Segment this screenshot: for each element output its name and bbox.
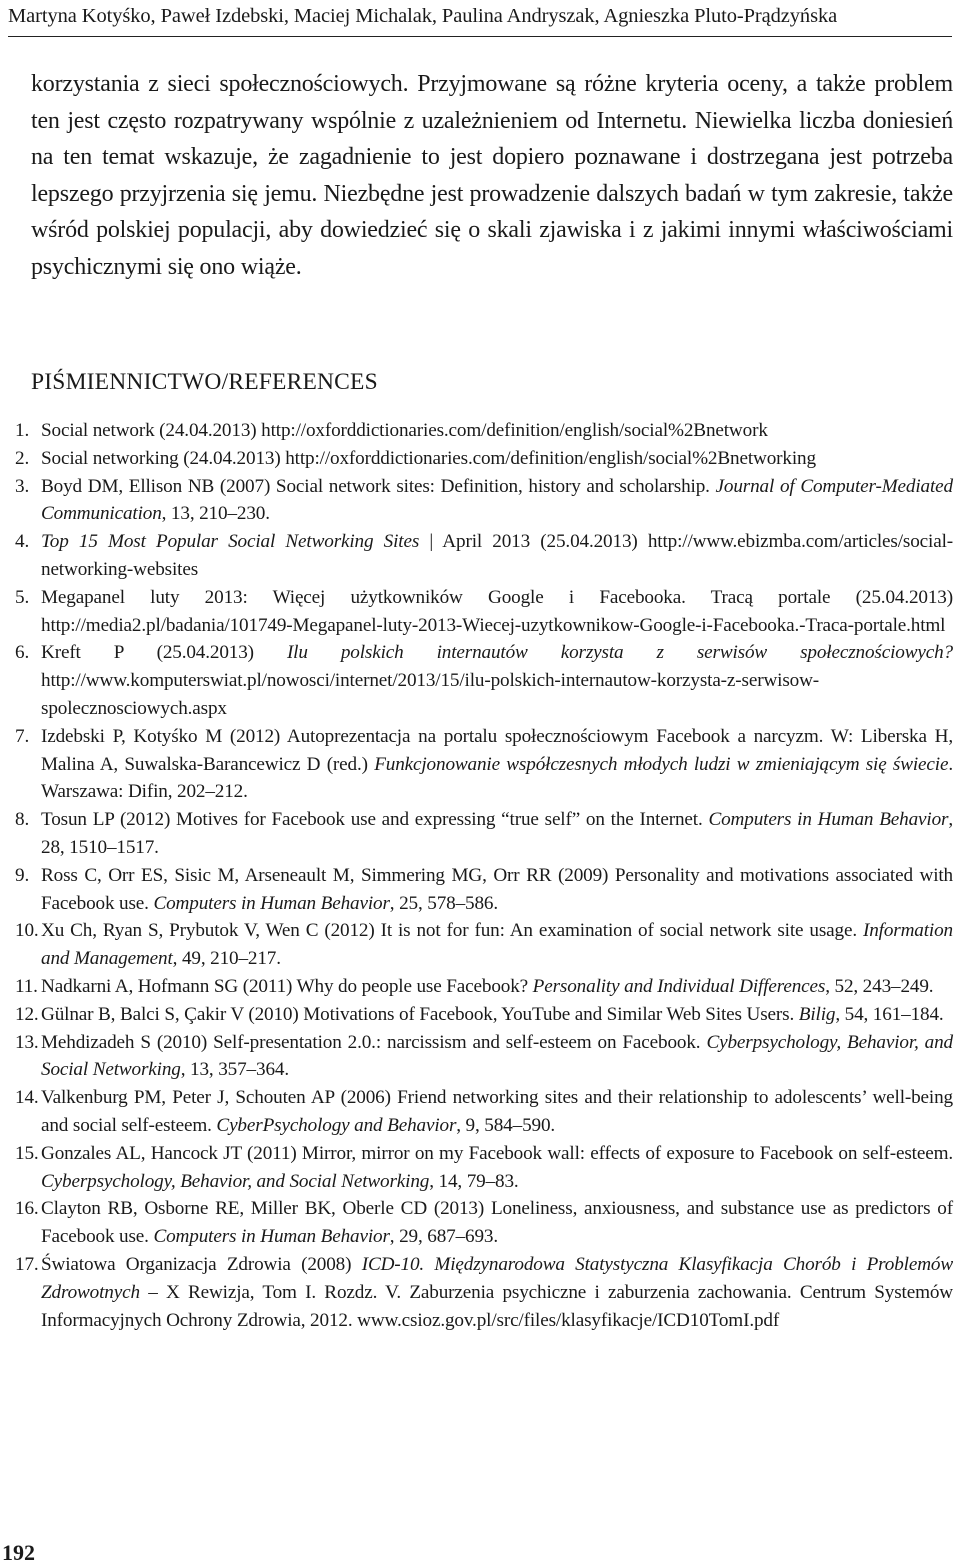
reference-text	[41, 1084, 953, 1140]
reference-text-segment: Megapanel luty 2013: Więcej użytkowników Google i Facebooka. Tracą portale (25.04.2013) http://media2.pl/badania/101749-Megapanel-luty-2013-Wiecej-uzytkownikow-Google-i-Facebooka.-Traca-portale.html	[41, 586, 953, 636]
header-rule	[8, 36, 952, 37]
reference-text-segment: Social network (24.04.2013) http://oxforddictionaries.com/definition/english/social%2Bnetwork	[41, 420, 768, 441]
reference-text-segment: Nadkarni A, Hofmann SG (2011) Why do people use Facebook?	[41, 975, 533, 997]
reference-item	[15, 445, 953, 473]
reference-title-italic: Journal of Computer-Mediated Communication	[41, 475, 953, 525]
reference-item	[15, 528, 953, 584]
reference-text	[41, 417, 953, 445]
reference-text	[41, 1140, 953, 1196]
reference-title-italic: Top 15 Most Popular Social Networking Sites	[41, 531, 420, 553]
reference-item	[15, 584, 953, 640]
reference-title-italic: Computers in Human Behavior	[708, 809, 949, 831]
reference-text-segment: , 14, 79–83.	[429, 1170, 519, 1192]
reference-text-segment: , 52, 243–249.	[825, 975, 934, 997]
reference-text-segment: , 25, 578–586.	[389, 892, 499, 914]
reference-text	[41, 1001, 953, 1029]
reference-number: 3.	[15, 475, 30, 497]
reference-item	[15, 1251, 953, 1334]
reference-text	[41, 1195, 953, 1251]
page-number: 192	[2, 1540, 35, 1565]
reference-item	[15, 1001, 953, 1029]
reference-item	[15, 723, 953, 806]
reference-text-segment: , 9, 584–590.	[456, 1114, 556, 1136]
reference-item	[15, 473, 953, 529]
reference-number: 1.	[15, 420, 30, 441]
reference-title-italic: Bilig	[798, 1003, 836, 1025]
reference-item	[15, 1140, 953, 1196]
reference-title-italic: Information and Management	[41, 920, 953, 970]
reference-text-segment: http://www.komputerswiat.pl/nowosci/internet/2013/15/ilu-polskich-internautow-korzysta-z-serwisow-spolecznosciowych.aspx	[41, 670, 820, 719]
reference-text-segment: Xu Ch, Ryan S, Prybutok V, Wen C (2012) It is not for fun: An examination of social network site usage.	[41, 920, 863, 942]
reference-number: 8.	[15, 809, 30, 831]
reference-item	[15, 806, 953, 862]
reference-title-italic: CyberPsychology and Behavior	[216, 1114, 457, 1136]
reference-text-segment: – X Rewizja, Tom I. Rozdz. V. Zaburzenia psychiczne i zaburzenia zachowania. Centrum Systemów Informacyjnych Ochrony Zdrowia, 2012. www.csioz.gov.pl/src/files/klasyfikacje/ICD10TomI.pdf	[41, 1281, 953, 1331]
reference-number: 10.	[15, 920, 39, 942]
reference-text	[41, 584, 953, 640]
reference-text-segment: Mehdizadeh S (2010) Self-presentation 2.0.: narcissism and self-esteem on Facebook.	[41, 1031, 707, 1053]
reference-text	[41, 806, 953, 862]
reference-item	[15, 1029, 953, 1085]
reference-number: 4.	[15, 531, 30, 553]
reference-text	[41, 917, 953, 973]
reference-number: 11.	[15, 975, 38, 997]
reference-title-italic: Personality and Individual Differences	[532, 975, 826, 997]
reference-number: 7.	[15, 725, 30, 747]
reference-number: 2.	[15, 447, 30, 469]
reference-text-segment: Kreft P (25.04.2013)	[41, 642, 287, 664]
reference-item	[15, 639, 953, 722]
reference-item	[15, 1195, 953, 1251]
reference-text	[41, 1029, 953, 1085]
reference-number: 13.	[15, 1031, 39, 1053]
reference-text-segment: Clayton RB, Osborne RE, Miller BK, Oberle CD (2013) Loneliness, anxiousness, and substance use as predictors of Facebook use.	[41, 1198, 953, 1248]
reference-item	[15, 862, 953, 918]
reference-text	[41, 528, 953, 584]
reference-text	[41, 723, 953, 806]
body-paragraph: korzystania z sieci społecznościowych. Przyjmowane są różne kryteria oceny, a także problem ten jest często rozpatrywany wspólnie z uzależnieniem od Internetu. Niewielka liczba doniesień na ten temat wskazuje, że zagadnienie to jest dopiero poznawane i dostrzegana jest potrzeba lepszego przyjrzenia się jemu. Niezbędne jest prowadzenie dalszych badań w tym zakresie, także wśród polskiej populacji, aby dowiedzieć się o skali zjawiska i z jakimi innymi właściwościami psychicznymi się ono wiąże.	[31, 71, 953, 280]
running-head: Martyna Kotyśko, Paweł Izdebski, Maciej Michalak, Paulina Andryszak, Agnieszka Pluto-Prądzyńska	[8, 5, 838, 27]
reference-title-italic: Computers in Human Behavior	[153, 1226, 390, 1248]
reference-text-segment: Ross C, Orr ES, Sisic M, Arseneault M, Simmering MG, Orr RR (2009) Personality and motivations associated with Facebook use.	[41, 864, 953, 914]
reference-text-segment: , 13, 357–364.	[180, 1059, 289, 1081]
reference-title-italic: Ilu polskich internautów korzysta z serwisów społecznościowych?	[286, 642, 953, 664]
reference-item	[15, 917, 953, 973]
reference-number: 14.	[15, 1087, 39, 1109]
reference-text-segment: Gonzales AL, Hancock JT (2011) Mirror, mirror on my Facebook wall: effects of exposure to Facebook on self-esteem.	[41, 1142, 953, 1164]
reference-title-italic: Funkcjonowanie współczesnych młodych ludzi w zmieniającym się świecie	[374, 753, 949, 775]
reference-text-segment: | April 2013 (25.04.2013) http://www.ebizmba.com/articles/social-networking-websites	[41, 531, 954, 580]
reference-text-segment: , 28, 1510–1517.	[41, 809, 954, 858]
reference-item	[15, 417, 953, 445]
reference-number: 17.	[15, 1253, 39, 1275]
reference-number: 12.	[15, 1003, 39, 1025]
reference-title-italic: ICD-10. Międzynarodowa Statystyczna Klasyfikacja Chorób i Problemów Zdrowotnych	[41, 1253, 953, 1303]
reference-number: 16.	[15, 1198, 39, 1220]
reference-text	[41, 973, 953, 1001]
section-heading: PIŚMIENNICTWO/REFERENCES	[31, 369, 378, 395]
reference-text-segment: Światowa Organizacja Zdrowia (2008)	[41, 1253, 362, 1275]
reference-item	[15, 973, 953, 1001]
reference-title-italic: Cyberpsychology, Behavior, and Social Networking	[41, 1031, 953, 1081]
reference-text-segment: . Warszawa: Difin, 202–212.	[41, 753, 953, 803]
reference-text	[41, 445, 953, 473]
reference-text-segment: Social networking (24.04.2013) http://oxforddictionaries.com/definition/english/social%2Bnetworking	[41, 447, 816, 469]
references-list	[15, 417, 953, 1334]
reference-text-segment: , 54, 161–184.	[835, 1003, 944, 1025]
reference-text	[41, 473, 953, 529]
reference-title-italic: Computers in Human Behavior	[153, 892, 390, 914]
reference-text	[41, 639, 953, 722]
reference-text	[41, 862, 953, 918]
reference-item	[15, 1084, 953, 1140]
reference-text-segment: Boyd DM, Ellison NB (2007) Social network sites: Definition, history and scholarship.	[41, 475, 716, 497]
reference-text-segment: Izdebski P, Kotyśko M (2012) Autoprezentacja na portalu społecznościowym Facebook a narcyzm. W: Liberska H, Malina A, Suwalska-Barancewicz D (red.)	[41, 725, 953, 775]
reference-text	[41, 1251, 953, 1334]
reference-number: 6.	[15, 642, 30, 664]
reference-text-segment: , 29, 687–693.	[389, 1226, 499, 1248]
reference-number: 5.	[15, 586, 30, 608]
reference-text-segment: , 49, 210–217.	[172, 948, 281, 970]
reference-title-italic: Cyberpsychology, Behavior, and Social Networking	[41, 1170, 430, 1192]
reference-text-segment: Valkenburg PM, Peter J, Schouten AP (2006) Friend networking sites and their relationship to adolescents’ well-being and social self-esteem.	[41, 1087, 953, 1136]
reference-text-segment: Tosun LP (2012) Motives for Facebook use and expressing “true self” on the Internet.	[41, 809, 709, 831]
reference-number: 15.	[15, 1142, 39, 1164]
reference-number: 9.	[15, 864, 30, 886]
reference-text-segment: , 13, 210–230.	[161, 503, 270, 525]
reference-text-segment: Gülnar B, Balci S, Çakir V (2010) Motivations of Facebook, YouTube and Similar Web Sites Users.	[41, 1003, 799, 1025]
